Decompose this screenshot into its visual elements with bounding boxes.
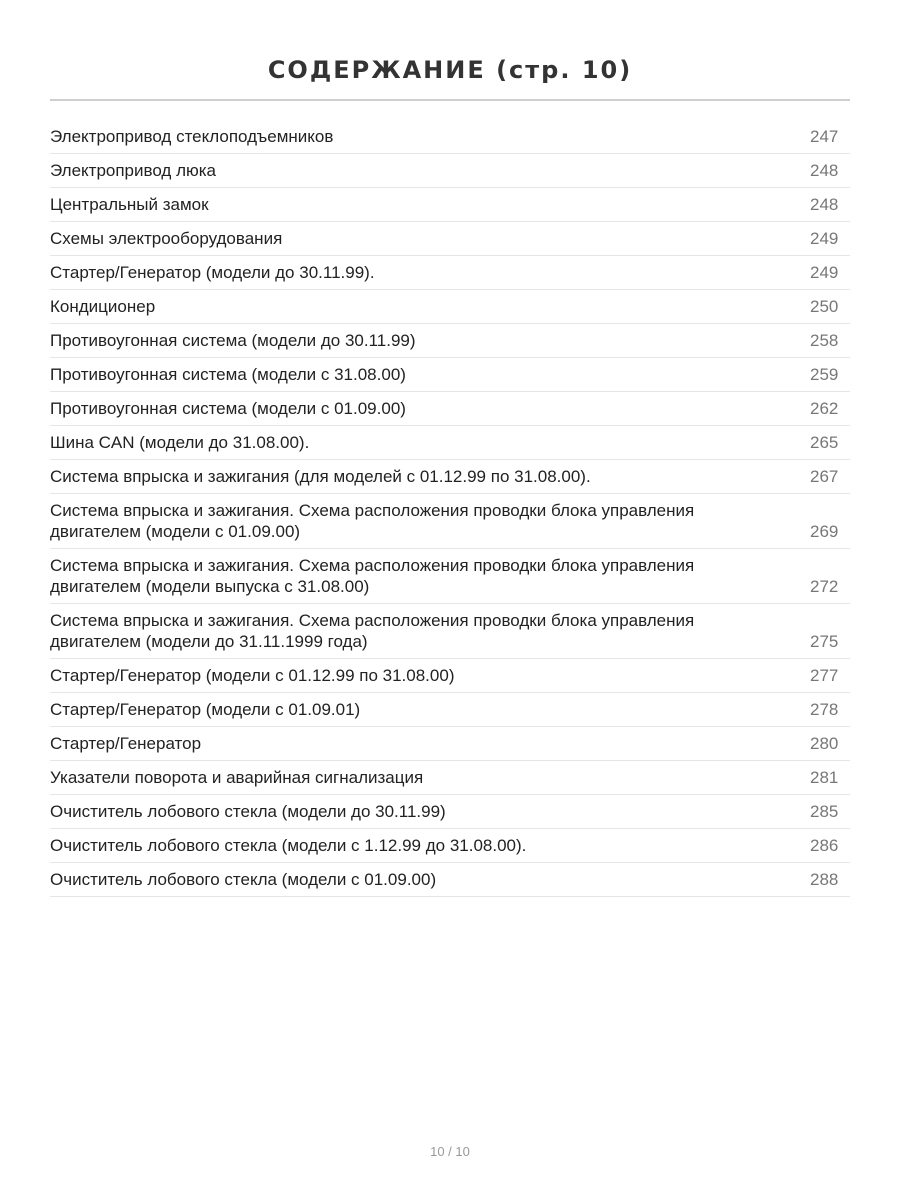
toc-entry-title: Стартер/Генератор (модели до 30.11.99). (50, 263, 375, 282)
toc-entry-page-number: 277 (810, 666, 839, 685)
toc-entry[interactable] (50, 324, 850, 358)
toc-entry-page-number: 267 (810, 467, 839, 486)
toc-entry[interactable] (50, 693, 850, 727)
toc-entry-title: Указатели поворота и аварийная сигнализация (50, 768, 424, 787)
toc-entry[interactable] (50, 761, 850, 795)
toc-entry-page-number: 259 (810, 365, 839, 384)
toc-entry-title: Противоугонная система (модели с 01.09.00) (50, 399, 406, 418)
toc-entry-page-number: 247 (810, 127, 839, 146)
toc-entry[interactable] (50, 426, 850, 460)
toc-entry-title: Система впрыска и зажигания. Схема расположения проводки блока управления двигателем (модели с 01.09.00) (50, 501, 695, 541)
page-indicator: 10 / 10 (430, 1144, 470, 1159)
toc-entry[interactable] (50, 659, 850, 693)
table-of-contents (50, 120, 850, 897)
toc-entry-title: Шина CAN (модели до 31.08.00). (50, 433, 310, 452)
toc-entry-page-number: 278 (810, 700, 839, 719)
toc-entry[interactable] (50, 290, 850, 324)
toc-entry-page-number: 281 (810, 768, 839, 787)
toc-entry-title: Электропривод люка (50, 161, 217, 180)
toc-entry-page-number: 275 (810, 632, 839, 651)
toc-entry-page-number: 286 (810, 836, 839, 855)
toc-entry[interactable] (50, 460, 850, 494)
toc-entry[interactable] (50, 392, 850, 426)
toc-entry-page-number: 249 (810, 263, 839, 282)
toc-entry[interactable] (50, 727, 850, 761)
toc-entry[interactable] (50, 795, 850, 829)
toc-entry-title: Стартер/Генератор (модели с 01.12.99 по 31.08.00) (50, 666, 455, 685)
toc-entry-page-number: 272 (810, 577, 839, 596)
toc-entry[interactable] (50, 222, 850, 256)
toc-entry[interactable] (50, 256, 850, 290)
toc-entry-title: Противоугонная система (модели с 31.08.00) (50, 365, 406, 384)
toc-entry[interactable] (50, 358, 850, 392)
toc-entry[interactable] (50, 829, 850, 863)
toc-entry-page-number: 258 (810, 331, 839, 350)
toc-entry-title: Стартер/Генератор (модели с 01.09.01) (50, 700, 361, 719)
toc-entry-title: Очиститель лобового стекла (модели с 01.09.00) (50, 870, 437, 889)
toc-entry-page-number: 265 (810, 433, 839, 452)
toc-entry-page-number: 250 (810, 297, 839, 316)
toc-entry-title: Очиститель лобового стекла (модели с 1.12.99 до 31.08.00). (50, 836, 527, 855)
toc-entry[interactable] (50, 120, 850, 154)
toc-entry-page-number: 249 (810, 229, 839, 248)
toc-entry-title: Кондиционер (50, 297, 156, 316)
title-divider (50, 99, 850, 101)
toc-entry-title: Противоугонная система (модели до 30.11.99) (50, 331, 416, 350)
toc-entry-title: Система впрыска и зажигания. Схема расположения проводки блока управления двигателем (модели до 31.11.1999 года) (50, 611, 695, 651)
toc-entry[interactable] (50, 188, 850, 222)
toc-entry-title: Очиститель лобового стекла (модели до 30.11.99) (50, 802, 446, 821)
toc-entry[interactable] (50, 604, 850, 659)
toc-entry-page-number: 269 (810, 522, 839, 541)
toc-entry[interactable] (50, 549, 850, 604)
toc-entry[interactable] (50, 863, 850, 897)
toc-entry-page-number: 262 (810, 399, 839, 418)
toc-entry-page-number: 288 (810, 870, 839, 889)
toc-entry-title: Электропривод стеклоподъемников (50, 127, 334, 146)
toc-entry-title: Схемы электрооборудования (50, 229, 283, 248)
page-title: СОДЕРЖАНИЕ (стр. 10) (267, 56, 633, 85)
toc-entry-title: Система впрыска и зажигания. Схема расположения проводки блока управления двигателем (модели выпуска с 31.08.00) (50, 556, 695, 596)
toc-entry-page-number: 248 (810, 195, 839, 214)
toc-entry-page-number: 285 (810, 802, 839, 821)
toc-entry[interactable] (50, 154, 850, 188)
toc-entry-title: Система впрыска и зажигания (для моделей с 01.12.99 по 31.08.00). (50, 467, 591, 486)
toc-entry-page-number: 248 (810, 161, 839, 180)
toc-entry-title: Стартер/Генератор (50, 734, 202, 753)
toc-entry-title: Центральный замок (50, 195, 209, 214)
toc-entry-page-number: 280 (810, 734, 839, 753)
toc-entry[interactable] (50, 494, 850, 549)
